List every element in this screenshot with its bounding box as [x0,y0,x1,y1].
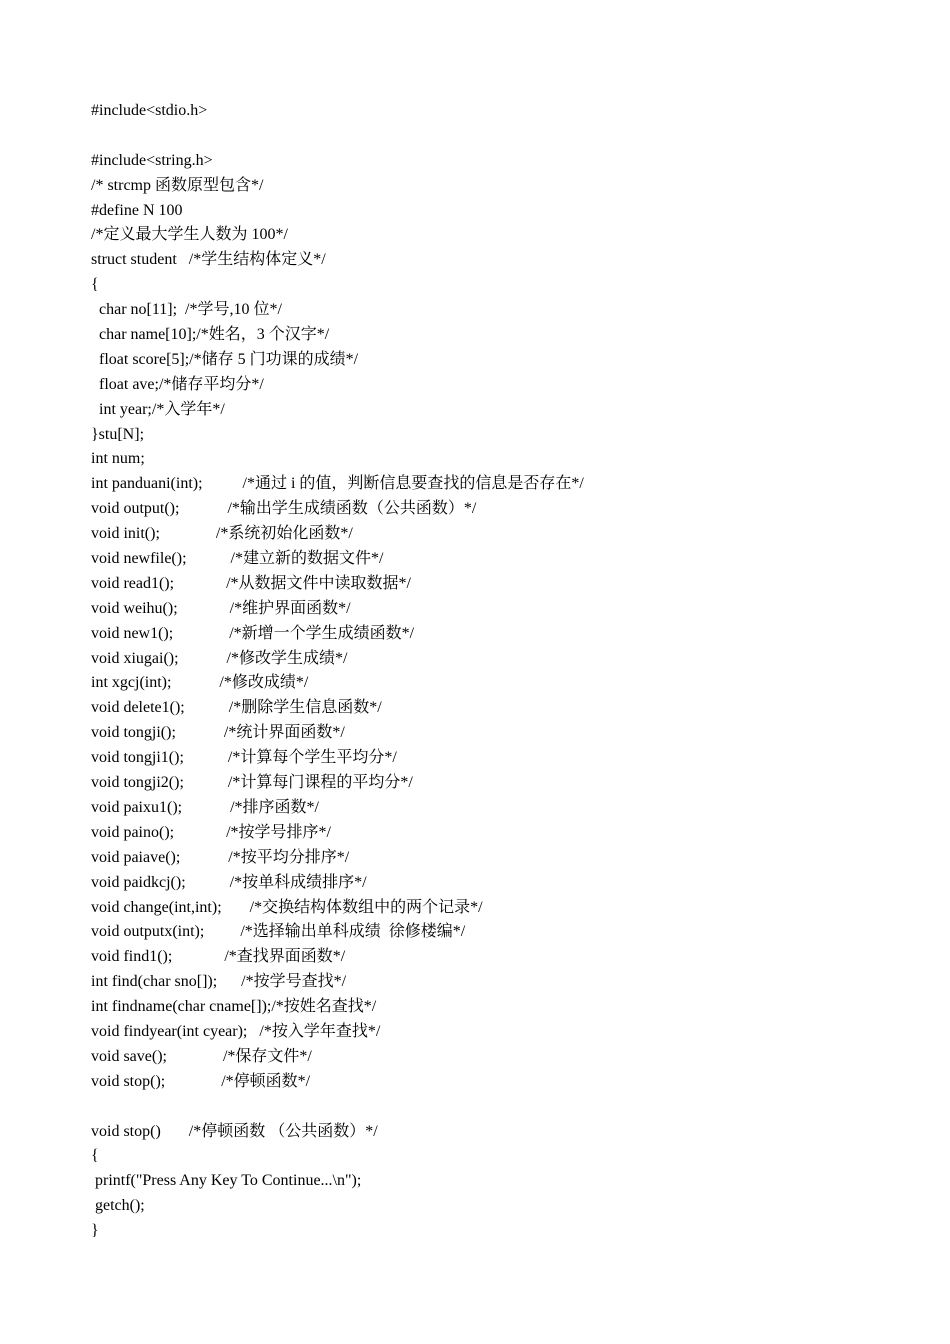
code-line: void xiugai(); /*修改学生成绩*/ [91,649,348,667]
code-line: char name[10];/*姓名，3 个汉字*/ [91,326,330,344]
code-line [91,1095,911,1120]
code-line: #define N 100 [91,201,183,219]
code-line: void find1(); /*查找界面函数*/ [91,948,346,966]
code-line: void output(); /*输出学生成绩函数（公共函数）*/ [91,500,477,518]
code-line: void tongji2(); /*计算每门课程的平均分*/ [91,774,413,792]
code-line: int year;/*入学年*/ [91,400,225,418]
code-line: char no[11]; /*学号,10 位*/ [91,301,282,319]
code-line: { [91,276,99,294]
code-line: printf("Press Any Key To Continue...\n"); [91,1172,362,1190]
code-line: void stop() /*停顿函数 （公共函数）*/ [91,1122,378,1140]
code-line: void tongji1(); /*计算每个学生平均分*/ [91,749,397,767]
code-line: void init(); /*系统初始化函数*/ [91,525,353,543]
code-line: }stu[N]; [91,425,145,443]
code-listing [91,99,911,1244]
code-line: int num; [91,450,145,468]
code-line: int panduani(int); /*通过 i 的值，判断信息要查找的信息是否存在*/ [91,475,584,493]
code-line: int findname(char cname[]);/*按姓名查找*/ [91,998,377,1016]
code-line: void change(int,int); /*交换结构体数组中的两个记录*/ [91,898,483,916]
code-line: void weihu(); /*维护界面函数*/ [91,599,351,617]
code-line: void paino(); /*按学号排序*/ [91,823,331,841]
code-line: void paidkcj(); /*按单科成绩排序*/ [91,873,367,891]
code-line: float ave;/*储存平均分*/ [91,375,264,393]
code-line: void paiave(); /*按平均分排序*/ [91,848,350,866]
code-line: void save(); /*保存文件*/ [91,1047,312,1065]
code-line: /*定义最大学生人数为 100*/ [91,226,288,244]
code-line: void paixu1(); /*排序函数*/ [91,798,319,816]
code-line: void new1(); /*新增一个学生成绩函数*/ [91,624,415,642]
code-line: int xgcj(int); /*修改成绩*/ [91,674,309,692]
code-line: } [91,1222,99,1240]
code-line: float score[5];/*储存 5 门功课的成绩*/ [91,350,359,368]
code-line: void delete1(); /*删除学生信息函数*/ [91,699,382,717]
code-line: getch(); [91,1197,145,1215]
code-line: /* strcmp 函数原型包含*/ [91,176,264,194]
code-line: void read1(); /*从数据文件中读取数据*/ [91,574,411,592]
code-line: struct student /*学生结构体定义*/ [91,251,326,269]
code-line: void stop(); /*停顿函数*/ [91,1072,311,1090]
code-line: void findyear(int cyear); /*按入学年查找*/ [91,1022,381,1040]
code-line: void tongji(); /*统计界面函数*/ [91,724,345,742]
code-line [91,124,911,149]
code-line: int find(char sno[]); /*按学号查找*/ [91,973,347,991]
code-line: void outputx(int); /*选择输出单科成绩 徐修楼编*/ [91,923,466,941]
code-line: #include<stdio.h> [91,102,208,119]
code-line: #include<string.h> [91,151,213,169]
code-line: { [91,1147,99,1165]
code-line: void newfile(); /*建立新的数据文件*/ [91,550,384,568]
